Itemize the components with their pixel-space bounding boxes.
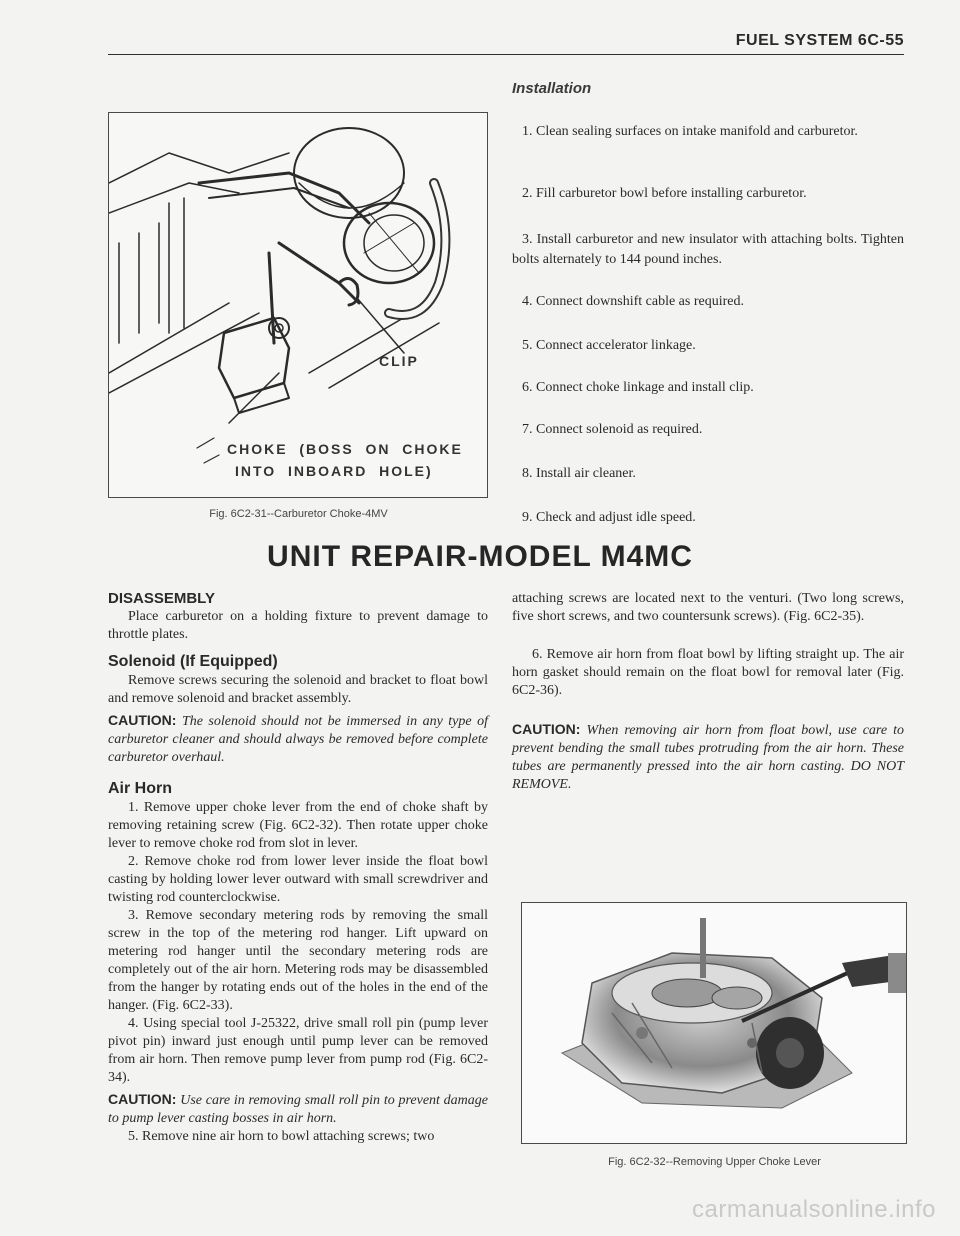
install-step-6: 6. Connect choke linkage and install clip. (522, 380, 754, 395)
air-horn-caution-text: Use care in removing small roll pin to prevent damage to pump lever casting bosses in air horn. (108, 1093, 489, 1126)
install-step-2: 2. Fill carburetor bowl before installing carburetor. (522, 186, 807, 201)
solenoid-text: Remove screws securing the solenoid and bracket to float bowl and remove solenoid and bracket assembly. (108, 673, 488, 706)
continuation-text: attaching screws are located next to the venturi. (Two long screws, five short screws, and two countersunk screws). (Fig. 6C2-35). (512, 591, 904, 624)
watermark-text: carmanualsonline.info (692, 1196, 936, 1223)
air-horn-step-4: 4. Using special tool J-25322, drive small roll pin (pump lever pivot pin) inward just enough until pump lever can be removed from air horn. Then remove pump lever from pump rod (Fig. 6C2-34). (108, 1016, 488, 1085)
install-step-9: 9. Check and adjust idle speed. (522, 510, 696, 525)
air-horn-step-5: 5. Remove nine air horn to bowl attaching screws; two (128, 1129, 435, 1144)
unit-repair-title: UNIT REPAIR-MODEL M4MC (267, 540, 693, 573)
caution-label: CAUTION: (108, 712, 177, 728)
choke-line-drawing (109, 113, 487, 497)
install-step-3: 3. Install carburetor and new insulator with attaching bolts. Tighten bolts alternately to 144 pound inches. (512, 232, 904, 267)
callout-choke-line1: CHOKE (BOSS ON CHOKE (227, 441, 463, 457)
figure2-caption: Fig. 6C2-32--Removing Upper Choke Lever (608, 1156, 821, 1168)
air-horn-step-2: 2. Remove choke rod from lower lever inside the float bowl casting by holding lower lever outward with small screwdriver and twisting rod counterclockwise. (108, 854, 488, 905)
air-horn-step-3: 3. Remove secondary metering rods by removing the small screw in the top of the metering rod hanger. Lift upward on metering rod hanger until the secondary metering rods are completely out of the air horn. Metering rods may be disassembled from the hanger by rotating ends out of the holes in the end of the hanger. (Fig. 6C2-33). (108, 908, 488, 1013)
solenoid-caution-text: The solenoid should not be immersed in any type of carburetor cleaner and should always be removed before complete carburetor overhaul. (108, 714, 488, 765)
disassembly-intro: Place carburetor on a holding fixture to prevent damage to throttle plates. (108, 609, 488, 642)
float-bowl-caution (512, 720, 904, 794)
air-horn-caution (108, 1090, 488, 1128)
solenoid-heading: Solenoid (If Equipped) (108, 653, 278, 670)
callout-choke-line2: INTO INBOARD HOLE) (235, 463, 433, 479)
caution-label: CAUTION: (512, 721, 581, 737)
air-horn-step-6: 6. Remove air horn from float bowl by lifting straight up. The air horn gasket should remain on the float bowl for removal later (Fig. 6C2-36). (512, 647, 904, 698)
carburetor-photo (522, 903, 906, 1143)
install-step-5: 5. Connect accelerator linkage. (522, 338, 696, 353)
solenoid-caution (108, 711, 488, 767)
running-head: FUEL SYSTEM 6C-55 (735, 32, 904, 49)
disassembly-heading: DISASSEMBLY (108, 590, 215, 607)
right-column (512, 590, 904, 794)
install-step-8: 8. Install air cleaner. (522, 466, 636, 481)
install-step-7: 7. Connect solenoid as required. (522, 422, 703, 437)
figure-removing-upper-choke-lever (521, 902, 907, 1144)
callout-clip: CLIP (379, 353, 419, 369)
air-horn-step-1: 1. Remove upper choke lever from the end of choke shaft by removing retaining screw (Fig. 6C2-32). Then rotate upper choke lever to remove choke rod from slot in lever. (108, 800, 488, 851)
figure-carburetor-choke (108, 112, 488, 498)
figure1-caption: Fig. 6C2-31--Carburetor Choke-4MV (209, 508, 388, 520)
caution-label: CAUTION: (108, 1091, 177, 1107)
install-step-4: 4. Connect downshift cable as required. (522, 294, 744, 309)
air-horn-heading: Air Horn (108, 780, 172, 797)
page-header (108, 32, 904, 55)
left-column (108, 590, 488, 1146)
float-bowl-caution-text: When removing air horn from float bowl, use care to prevent bending the small tubes protruding from the air horn. These tubes are permanently pressed into the air horn casting. DO NOT REMOVE. (512, 723, 904, 792)
install-step-1: 1. Clean sealing surfaces on intake manifold and carburetor. (522, 124, 858, 139)
installation-heading: Installation (512, 80, 592, 97)
